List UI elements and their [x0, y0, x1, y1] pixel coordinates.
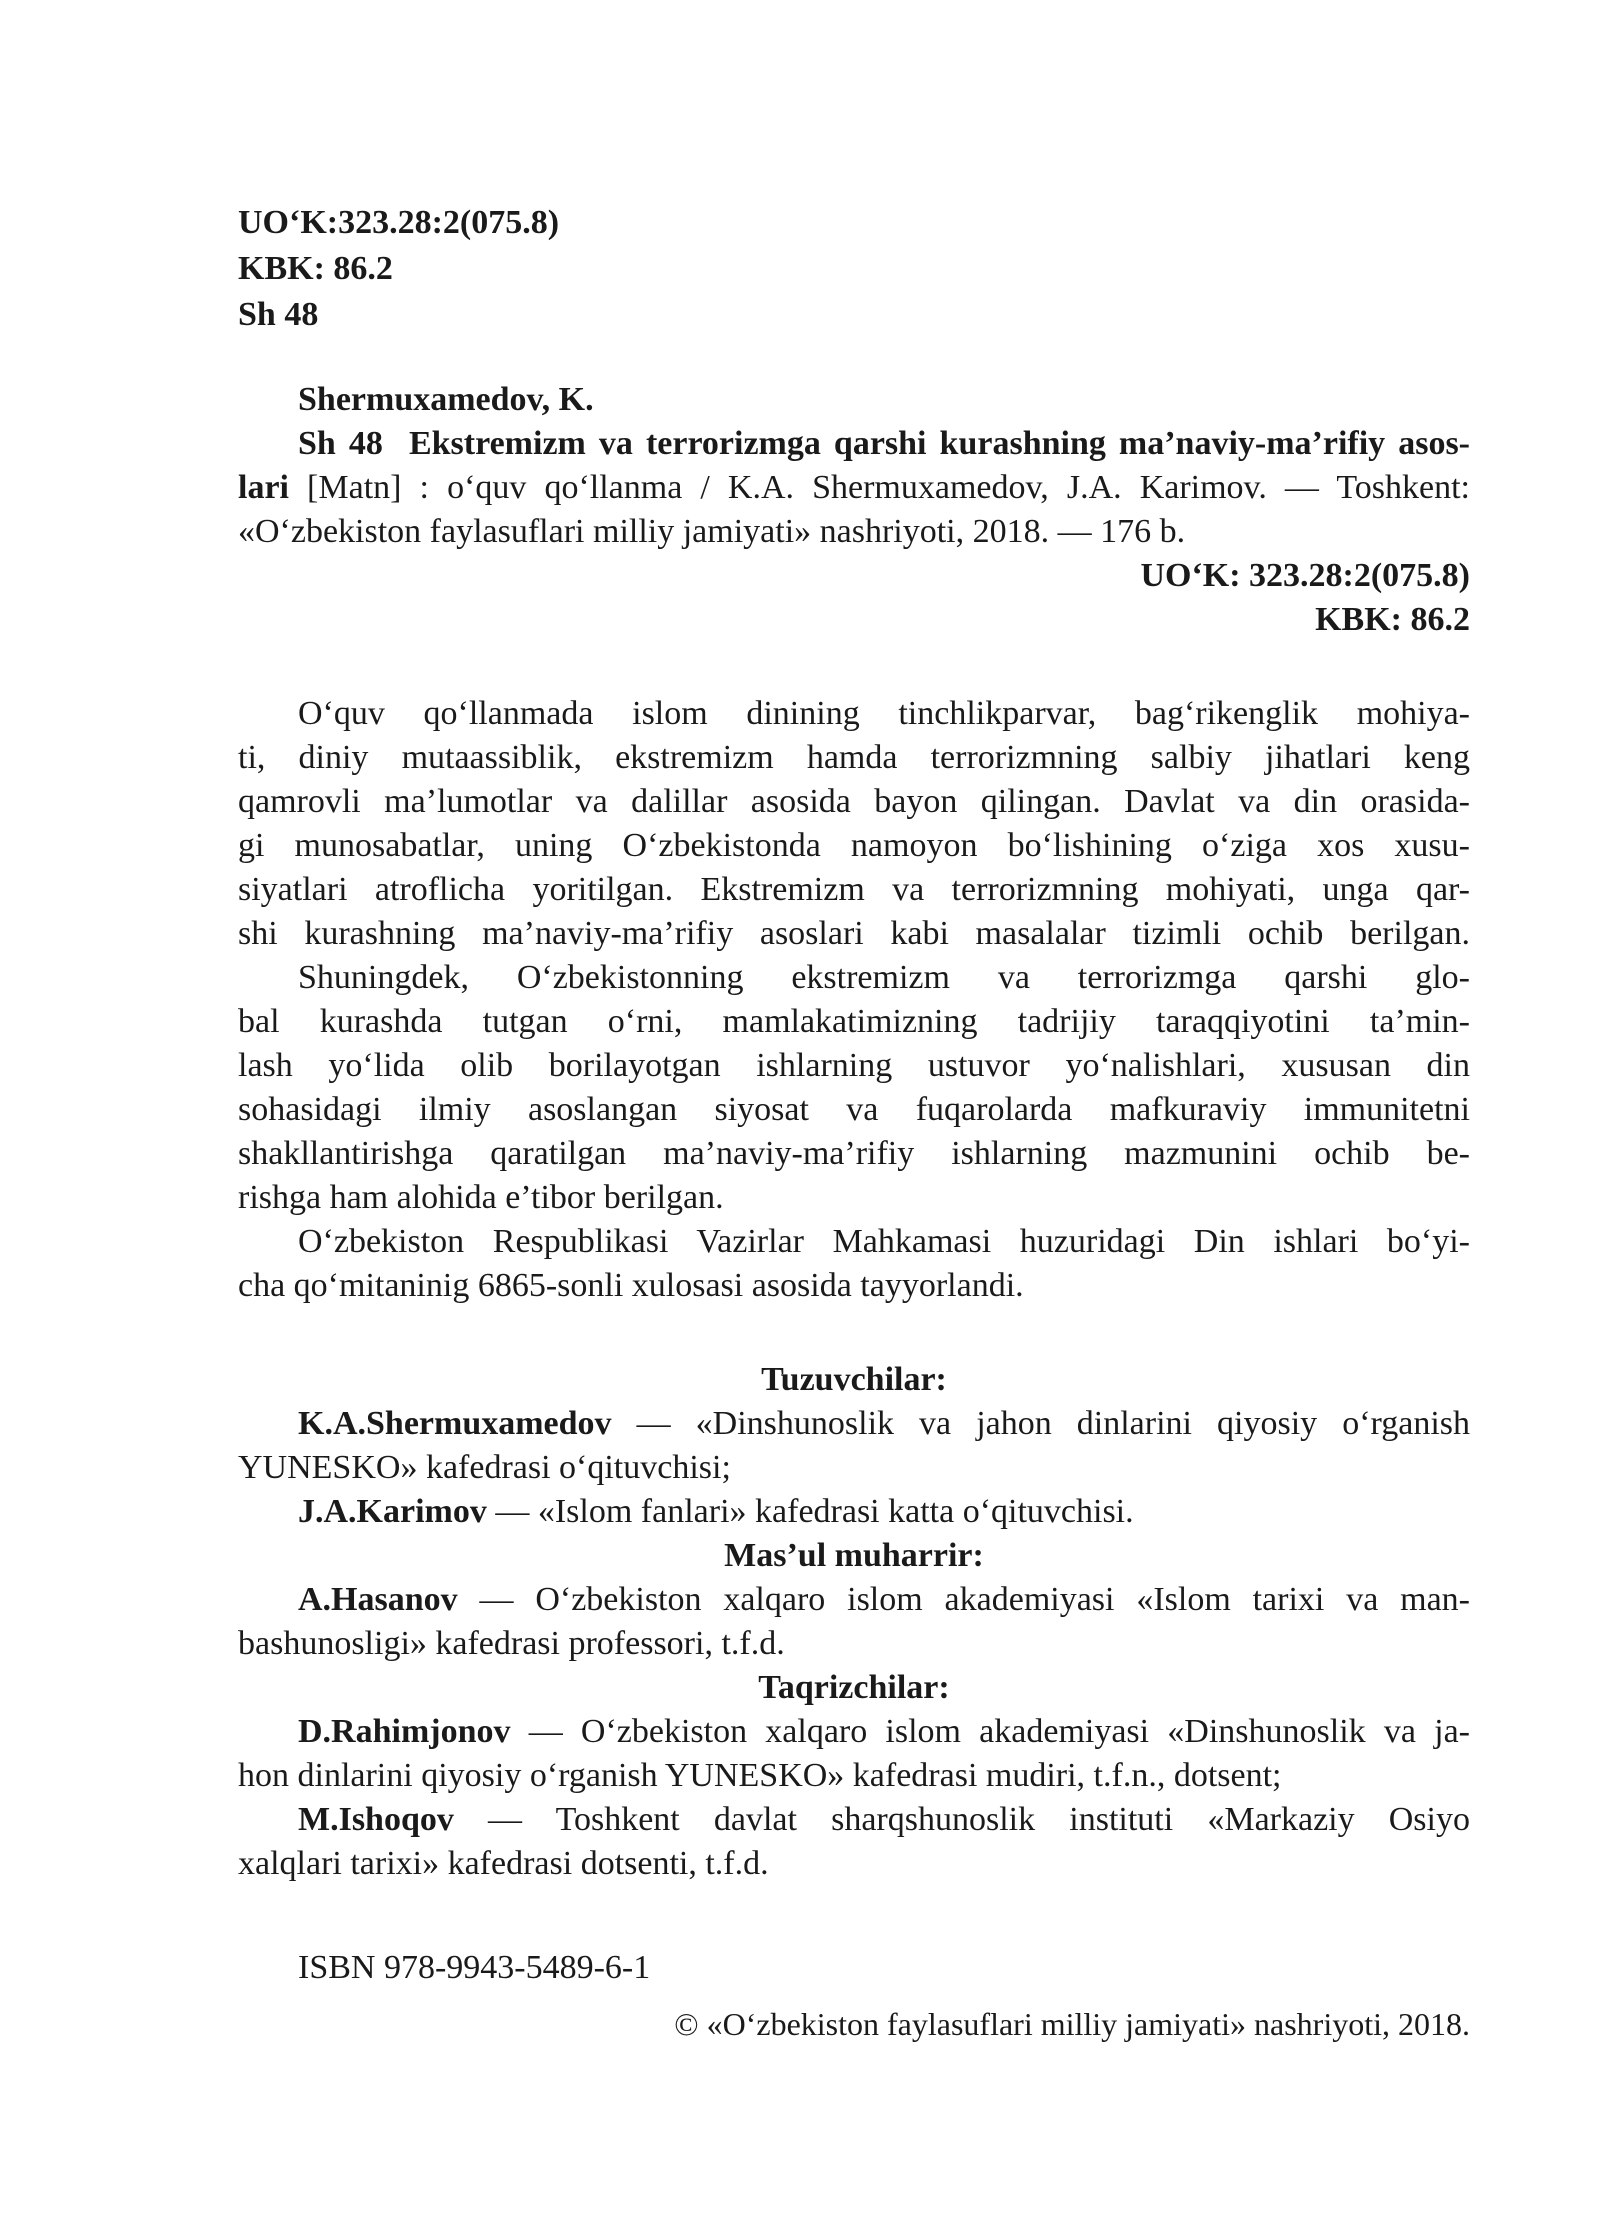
copyright-notice: © «O‘zbekiston faylasuflari milliy jamiyati» nashriyoti, 2018. — [674, 2006, 1470, 2042]
abstract-line: sohasidagi ilmiy asoslangan siyosat va fuqarolarda mafkuraviy immunitetni — [238, 1091, 1470, 1128]
abstract-line: cha qo‘mitaninig 6865-sonli xulosasi asosida tayyorlandi. — [238, 1267, 1024, 1304]
compiler-2-line: J.A.Karimov — «Islom fanlari» kafedrasi katta o‘qituvchisi. — [298, 1493, 1134, 1530]
compiler-2-name: J.A.Karimov — [298, 1493, 487, 1530]
abstract-line: bal kurashda tutgan o‘rni, mamlakatimizning tadrijiy taraqqiyotini ta’min- — [238, 1003, 1470, 1040]
abstract-line: siyatlari atroflicha yoritilgan. Ekstremizm va terrorizmning mohiyati, unga qar- — [238, 871, 1470, 908]
title-part-1: Ekstremizm va terrorizmga qarshi kurashning ma’naviy-ma’rifiy asos- — [408, 425, 1471, 462]
abstract-line: shakllantirishga qaratilgan ma’naviy-ma’rifiy ishlarning mazmunini ochib be- — [238, 1135, 1470, 1172]
bbk-code: KBK: 86.2 — [238, 250, 393, 287]
bibliographic-record — [238, 378, 1470, 642]
abstract-line: Shuningdek, O‘zbekistonning ekstremizm va terrorizmga qarshi glo- — [298, 959, 1470, 996]
reviewers-heading: Taqrizchilar: — [758, 1669, 950, 1706]
abstract — [238, 692, 1470, 1308]
reviewer-1-line-2: hon dinlarini qiyosiy o‘rganish YUNESKO» kafedrasi mudiri, t.f.n., dotsent; — [238, 1757, 1282, 1794]
credits — [238, 1358, 1470, 1886]
compiler-1-name: K.A.Shermuxamedov — [298, 1405, 612, 1442]
title-line-2-rest: [Matn] : o‘quv qo‘llanma / K.A. Shermuxamedov, J.A. Karimov. — Toshkent: — [288, 469, 1470, 506]
title-line-2 — [238, 466, 1470, 510]
abstract-line: O‘quv qo‘llanmada islom dinining tinchlikparvar, bag‘rikenglik mohiya- — [298, 695, 1470, 732]
classification-codes — [238, 200, 1470, 338]
abstract-paragraph-1 — [238, 692, 1470, 956]
editor-line-2: bashunosligi» kafedrasi professori, t.f.d. — [238, 1625, 785, 1662]
compiler-1-line-2: YUNESKO» kafedrasi o‘qituvchisi; — [238, 1449, 731, 1486]
reviewer-2-line-2: xalqlari tarixi» kafedrasi dotsenti, t.f.d. — [238, 1845, 769, 1882]
abstract-line: qamrovli ma’lumotlar va dalillar asosida bayon qilingan. Davlat va din orasida- — [238, 783, 1470, 820]
compiler-1-line-1: K.A.Shermuxamedov — «Dinshunoslik va jahon dinlarini qiyosiy o‘rganish — [298, 1405, 1470, 1442]
compilers-heading: Tuzuvchilar: — [761, 1361, 947, 1398]
publisher-line: «O‘zbekiston faylasuflari milliy jamiyati» nashriyoti, 2018. — 176 b. — [238, 513, 1186, 550]
isbn: ISBN 978-9943-5489-6-1 — [298, 1949, 651, 1986]
abstract-line: shi kurashning ma’naviy-ma’rifiy asoslari kabi masalalar tizimli ochib berilgan. — [238, 915, 1470, 952]
reviewer-2-line-1: M.Ishoqov — Toshkent davlat sharqshunoslik instituti «Markaziy Osiyo — [298, 1801, 1470, 1838]
abstract-paragraph-2 — [238, 956, 1470, 1220]
udk-code: UO‘K:323.28:2(075.8) — [238, 204, 560, 241]
reviewer-1-line-1: D.Rahimjonov — O‘zbekiston xalqaro islom akademiyasi «Dinshunoslik va ja- — [298, 1713, 1470, 1750]
abstract-line: O‘zbekiston Respublikasi Vazirlar Mahkamasi huzuridagi Din ishlari bo‘yi- — [298, 1223, 1470, 1260]
bbk-right: KBK: 86.2 — [1315, 601, 1470, 638]
sh-code: Sh 48 — [298, 425, 383, 462]
abstract-line: lash yo‘lida olib borilayotgan ishlarning ustuvor yo‘nalishlari, xususan din — [238, 1047, 1470, 1084]
imprint-page — [238, 200, 1470, 2044]
editor-line-1: A.Hasanov — O‘zbekiston xalqaro islom akademiyasi «Islom tarixi va man- — [298, 1581, 1470, 1618]
title-line-1 — [238, 422, 1470, 466]
udk-right: UO‘K: 323.28:2(075.8) — [1140, 557, 1470, 594]
editor-name: A.Hasanov — [298, 1581, 458, 1618]
title-part-2: lari — [238, 469, 289, 506]
abstract-line: ti, diniy mutaassiblik, ekstremizm hamda terrorizmning salbiy jihatlari keng — [238, 739, 1470, 776]
author-heading: Shermuxamedov, K. — [298, 381, 594, 418]
reviewer-1-name: D.Rahimjonov — [298, 1713, 511, 1750]
editor-heading: Mas’ul muharrir: — [724, 1537, 984, 1574]
author-mark: Sh 48 — [238, 296, 319, 333]
abstract-line: rishga ham alohida e’tibor berilgan. — [238, 1179, 724, 1216]
abstract-paragraph-3 — [238, 1220, 1470, 1308]
abstract-line: gi munosabatlar, uning O‘zbekistonda namoyon bo‘lishining o‘ziga xos xusu- — [238, 827, 1470, 864]
reviewer-2-name: M.Ishoqov — [298, 1801, 454, 1838]
